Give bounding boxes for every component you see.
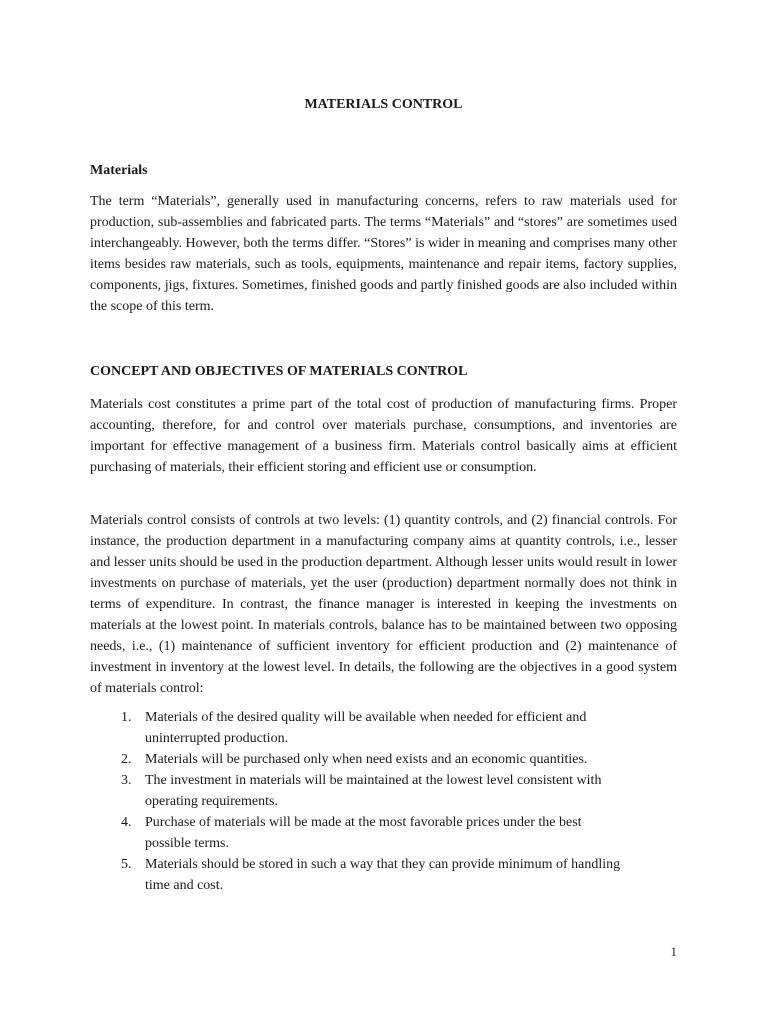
list-item-number: 5.: [121, 857, 132, 872]
list-item-text: Materials of the desired quality will be available when needed for efficient and uninterrupted production.: [145, 710, 587, 746]
list-item: [90, 707, 625, 749]
list-item-number: 1.: [121, 710, 132, 725]
list-item-text: Purchase of materials will be made at the most favorable prices under the best possible terms.: [145, 815, 582, 851]
document-title: MATERIALS CONTROL: [304, 97, 463, 112]
list-item: [90, 749, 625, 770]
list-item-text: The investment in materials will be maintained at the lowest level consistent with operating requirements.: [145, 773, 602, 809]
list-item: [90, 770, 625, 812]
paragraph-materials-definition: The term “Materials”, generally used in manufacturing concerns, refers to raw materials used for production, sub-assemblies and fabricated parts. The terms “Materials” and “stores” are sometimes used interchangeably. However, both the terms differ. “Stores” is wider in meaning and comprises many other items besides raw materials, such as tools, equipments, maintenance and repair items, factory supplies, components, jigs, fixtures. Sometimes, finished goods and partly finished goods are also included within the scope of this term.: [90, 194, 677, 314]
list-item-number: 4.: [121, 815, 132, 830]
objectives-list: [90, 707, 677, 896]
paragraph-materials-cost: Materials cost constitutes a prime part of the total cost of production of manufacturing firms. Proper accounting, therefore, for and control over materials purchase, consumptions, and inventories are important for effective management of a business firm. Materials control basically aims at efficient purchasing of materials, their efficient storing and efficient use or consumption.: [90, 397, 677, 475]
section-heading-materials: Materials: [90, 163, 148, 178]
section-heading-concept-objectives: CONCEPT AND OBJECTIVES OF MATERIALS CONTROL: [90, 364, 468, 379]
list-item-number: 3.: [121, 773, 132, 788]
list-item: [90, 812, 625, 854]
list-item-text: Materials should be stored in such a way that they can provide minimum of handling time and cost.: [145, 857, 621, 893]
page-number: 1: [670, 944, 677, 959]
paragraph-materials-control-levels: Materials control consists of controls at two levels: (1) quantity controls, and (2) financial controls. For instance, the production department in a manufacturing company aims at quantity controls, i.e., lesser and lesser units should be used in the production department. Although lesser units would result in lower investments on purchase of materials, yet the user (production) department normally does not think in terms of expenditure. In contrast, the finance manager is interested in keeping the investments on materials at the lowest point. In materials controls, balance has to be maintained between two opposing needs, i.e., (1) maintenance of sufficient inventory for efficient production and (2) maintenance of investment in inventory at the lowest level. In details, the following are the objectives in a good system of materials control:: [90, 513, 677, 696]
list-item: [90, 854, 625, 896]
list-item-number: 2.: [121, 752, 132, 767]
list-item-text: Materials will be purchased only when need exists and an economic quantities.: [145, 752, 588, 767]
